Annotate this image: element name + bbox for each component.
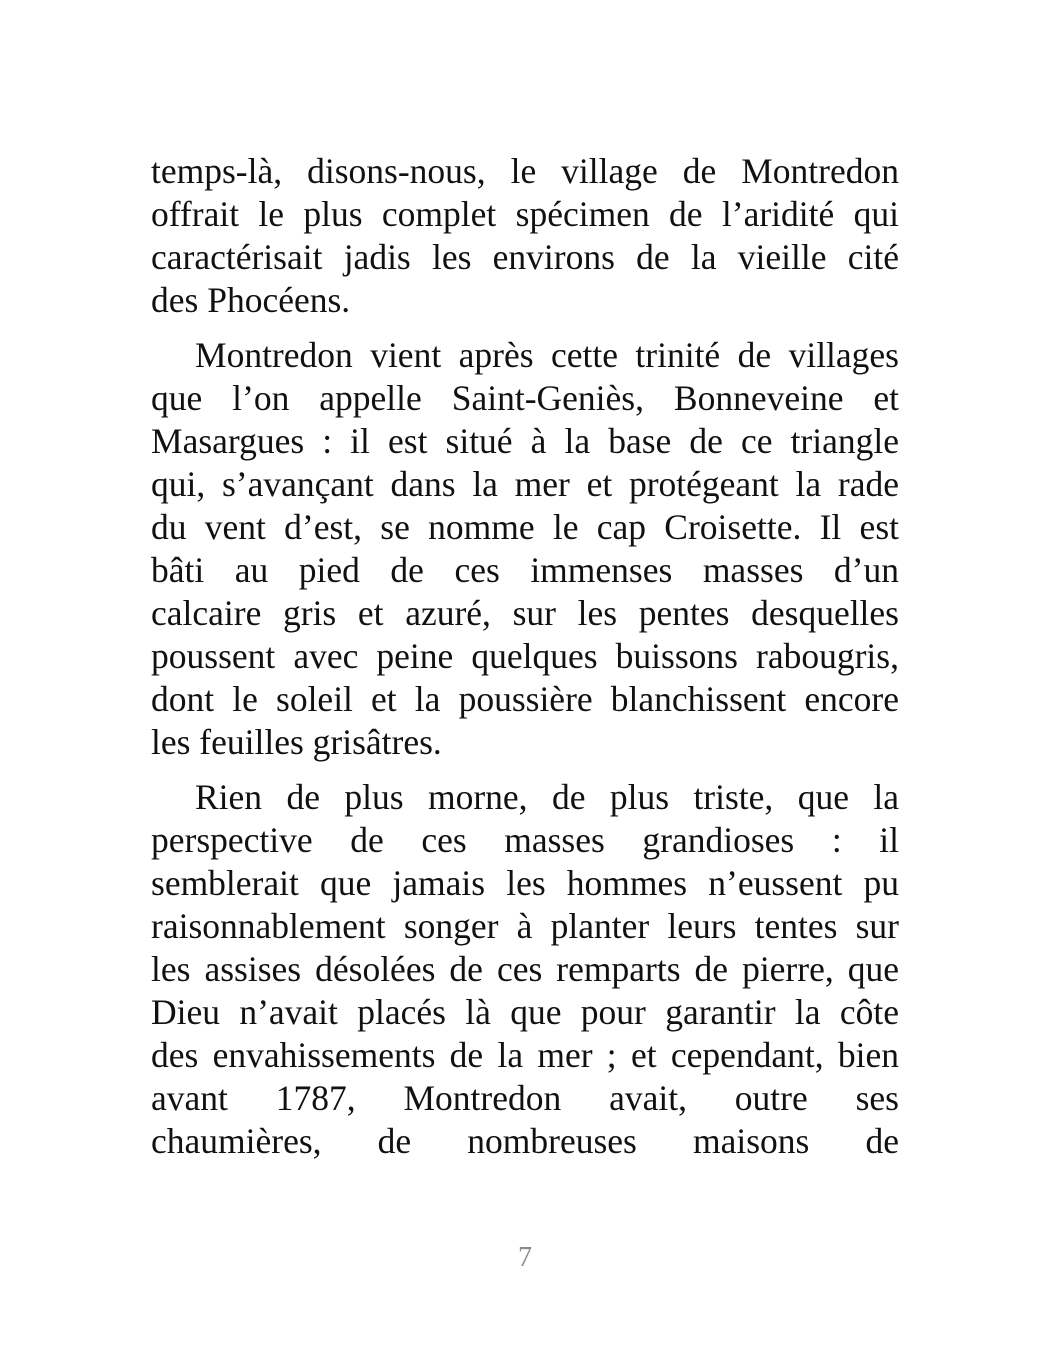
text-line: bâti au pied de ces immenses masses d’un	[151, 550, 899, 590]
text-line: que l’on appelle Saint-Geniès, Bonneveine et	[151, 378, 899, 418]
text-line: calcaire gris et azuré, sur les pentes desquelles	[151, 593, 899, 633]
paragraph-1	[151, 150, 899, 322]
text-line: du vent d’est, se nomme le cap Croisette. Il est	[151, 507, 899, 547]
text-line: semblerait que jamais les hommes n’eussent pu	[151, 863, 899, 903]
text-line: caractérisait jadis les environs de la vieille cité	[151, 237, 899, 277]
text-line: temps-là, disons-nous, le village de Montredon	[151, 151, 899, 191]
text-line: les assises désolées de ces remparts de pierre, que	[151, 949, 899, 989]
text-line: Dieu n’avait placés là que pour garantir la côte	[151, 992, 899, 1032]
text-line: offrait le plus complet spécimen de l’aridité qui	[151, 194, 899, 234]
text-line: chaumières, de nombreuses maisons de	[151, 1121, 899, 1161]
text-line: Masargues : il est situé à la base de ce triangle	[151, 421, 899, 461]
text-line: avant 1787, Montredon avait, outre ses	[151, 1078, 899, 1118]
text-line: qui, s’avançant dans la mer et protégeant la rade	[151, 464, 899, 504]
text-line: Montredon vient après cette trinité de villages	[195, 335, 899, 375]
body-text	[151, 150, 899, 1163]
paragraph-2	[151, 334, 899, 764]
text-line: perspective de ces masses grandioses : il	[151, 820, 899, 860]
page-number: 7	[518, 1242, 532, 1273]
text-line: raisonnablement songer à planter leurs tentes sur	[151, 906, 899, 946]
paragraph-3	[151, 776, 899, 1163]
text-line: les feuilles grisâtres.	[151, 722, 442, 762]
text-line: Rien de plus morne, de plus triste, que la	[195, 777, 899, 817]
text-line: poussent avec peine quelques buissons rabougris,	[151, 636, 899, 676]
text-line: des Phocéens.	[151, 280, 351, 320]
text-line: des envahissements de la mer ; et cependant, bien	[151, 1035, 899, 1075]
text-line: dont le soleil et la poussière blanchissent encore	[151, 679, 899, 719]
